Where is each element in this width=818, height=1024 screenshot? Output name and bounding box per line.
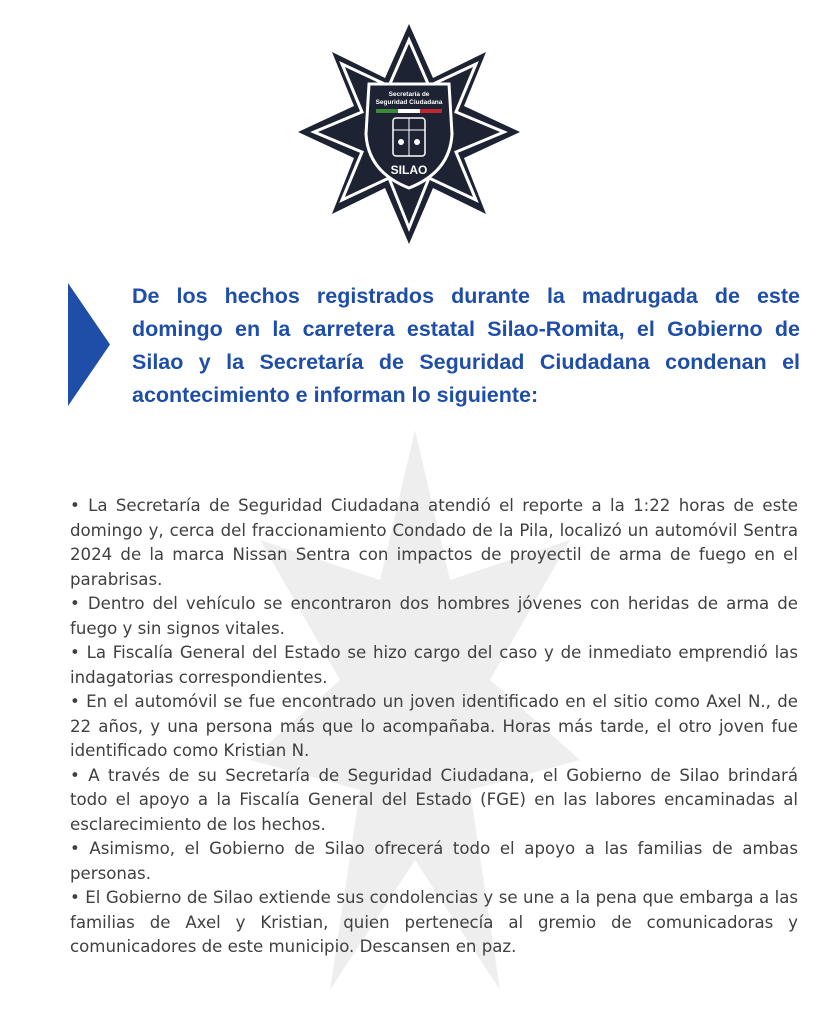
bullet-symbol: • — [70, 594, 80, 613]
flag-white-stripe — [398, 109, 420, 113]
bullet-text: Asimismo, el Gobierno de Silao ofrecerá todo el apoyo a las familias de ambas personas. — [70, 839, 798, 883]
bullet-symbol: • — [70, 765, 80, 785]
bullet-list — [70, 494, 798, 960]
bullet-text: La Secretaría de Seguridad Ciudadana atendió el reporte a la 1:22 horas de este domingo y, cerca del fraccionamiento Condado de la Pila, localizó un automóvil Sentra 2024 de la marca Nissan Sentra con impactos de proyectil de arma de fuego en el parabrisas. — [70, 496, 798, 589]
bullet-text: El Gobierno de Silao extiende sus condolencias y se une a la pena que embarga a las familias de Axel y Kristian, quien pertenecía al gremio de comunicadoras y comunicadores de este municipio. Descansen en paz. — [70, 888, 799, 956]
bullet-symbol: • — [70, 839, 80, 858]
logo-bottom-text: SILAO — [390, 163, 428, 177]
flag-green-stripe — [376, 109, 398, 113]
bullet-text: A través de su Secretaría de Seguridad Ciudadana, el Gobierno de Silao brindará todo el apoyo a la Fiscalía General del Estado (FGE) en las labores encaminadas al esclarecimiento de los hechos. — [70, 765, 799, 834]
headline-arrow-icon — [68, 283, 110, 406]
bullet-item — [70, 764, 798, 838]
bullet-item — [70, 886, 798, 960]
bullet-item — [70, 690, 798, 764]
bullet-item — [70, 494, 798, 592]
bullet-text: Dentro del vehículo se encontraron dos hombres jóvenes con heridas de arma de fuego y sin signos vitales. — [70, 594, 799, 638]
bullet-symbol: • — [70, 692, 80, 711]
bullet-text: La Fiscalía General del Estado se hizo cargo del caso y de inmediato emprendió las indagatorias correspondientes. — [70, 643, 798, 687]
flag-red-stripe — [420, 109, 442, 113]
bullet-symbol: • — [70, 496, 80, 515]
logo-top-text-line2: Seguridad Ciudadana — [375, 99, 443, 106]
bullet-symbol: • — [70, 888, 80, 907]
bullet-item — [70, 837, 798, 886]
bullet-symbol: • — [70, 643, 80, 662]
bullet-text: En el automóvil se fue encontrado un joven identificado en el sitio como Axel N., de 22 años, y una persona más que lo acompañaba. Horas más tarde, el otro joven fue identificado como Kristian N. — [70, 692, 798, 760]
bullet-item — [70, 641, 798, 690]
bullet-item — [70, 592, 798, 641]
headline-text: De los hechos registrados durante la madrugada de este domingo en la carretera estatal Silao-Romita, el Gobierno de Silao y la Secretaría de Seguridad Ciudadana condenan el acontecimiento e informan lo siguiente: — [132, 284, 800, 407]
logo-top-text-line1: Secretaría de — [388, 91, 430, 98]
police-star-badge-logo — [296, 22, 522, 246]
